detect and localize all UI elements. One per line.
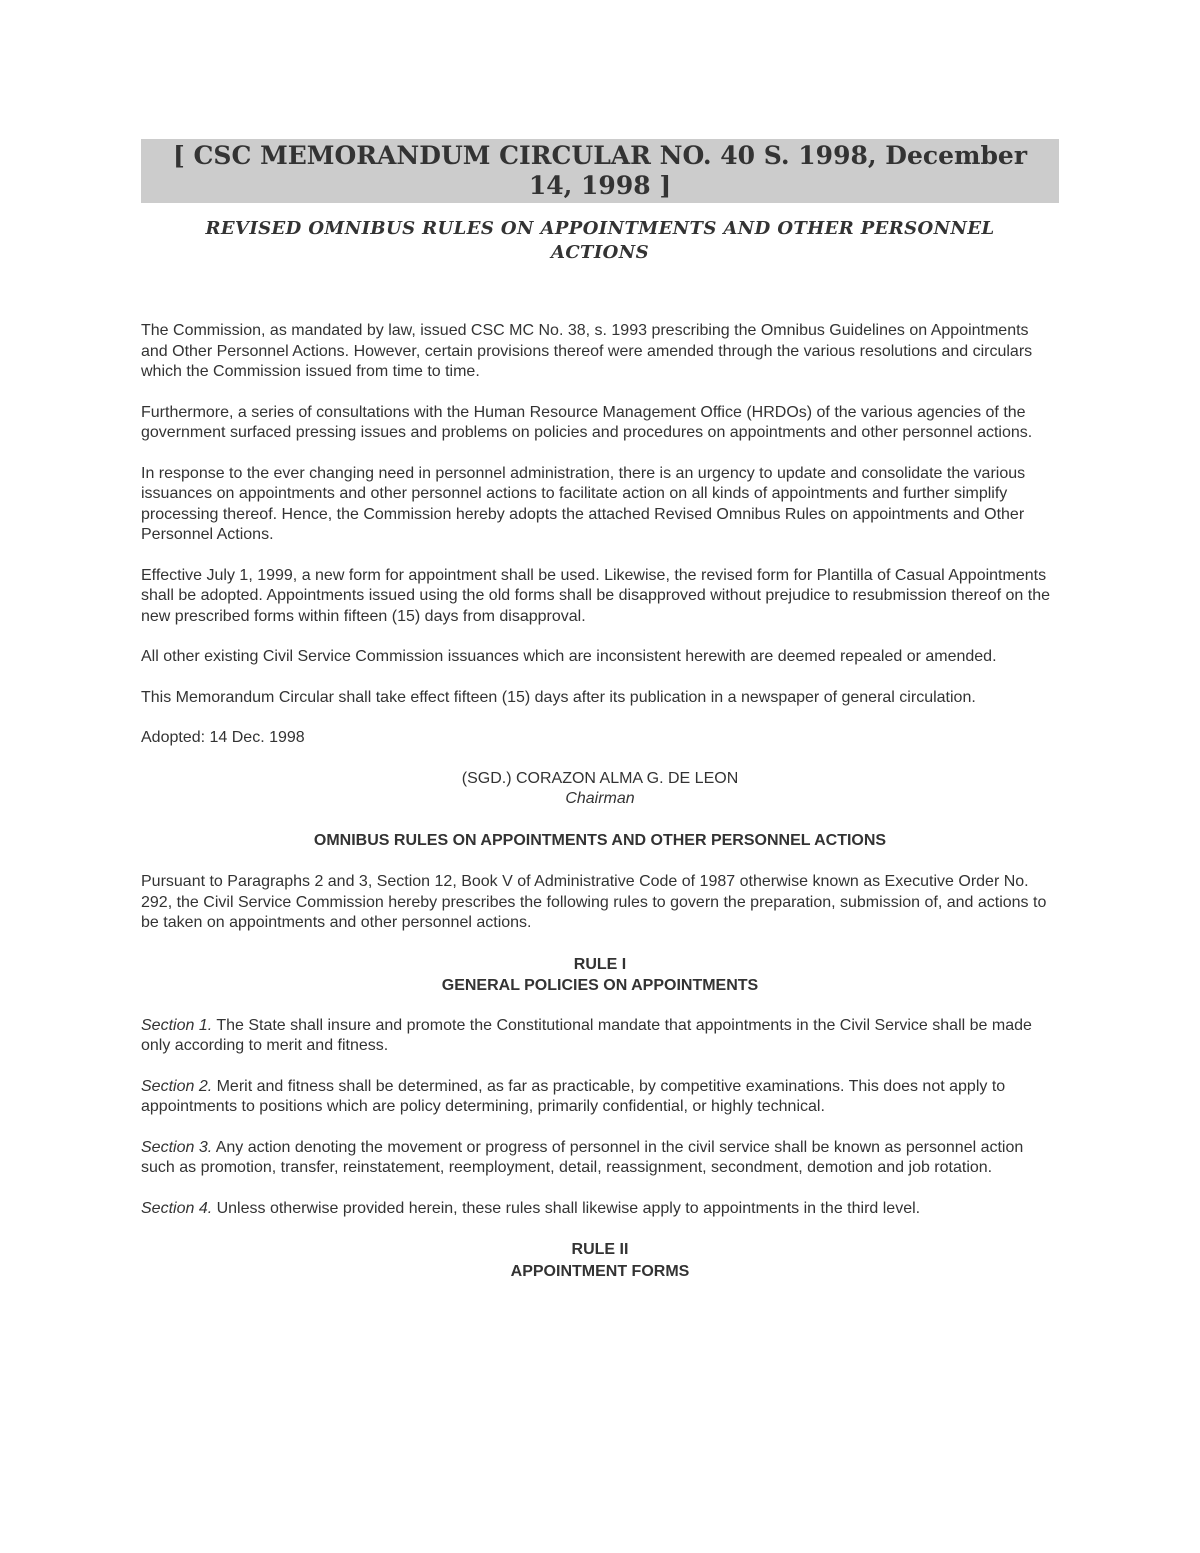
preamble-paragraph-6: This Memorandum Circular shall take effect fifteen (15) days after its publication in a newspaper of general circulation.: [141, 688, 976, 706]
section-4-text: Unless otherwise provided herein, these rules shall likewise apply to appointments in the third level.: [212, 1199, 921, 1217]
section-4-label: Section 4.: [141, 1199, 213, 1217]
preamble-paragraph-4: Effective July 1, 1999, a new form for appointment shall be used. Likewise, the revised form for Plantilla of Casual Appointments shall be adopted. Appointments issued using the old forms shall be disapproved without prejudice to resubmission thereof on the new prescribed forms within fifteen (15) days from disapproval.: [141, 566, 1050, 625]
rule-1-title: GENERAL POLICIES ON APPOINTMENTS: [441, 977, 759, 994]
document-page: [141, 139, 1059, 1301]
preamble-paragraph-1: The Commission, as mandated by law, issued CSC MC No. 38, s. 1993 prescribing the Omnibus Guidelines on Appointments and Other Personnel Actions. However, certain provisions thereof were amended through the various resolutions and circulars which the Commission issued from time to time.: [141, 322, 1033, 380]
rules-intro: Pursuant to Paragraphs 2 and 3, Section 12, Book V of Administrative Code of 1987 otherwise known as Executive Order No. 292, the Civil Service Commission hereby prescribes the following rules to govern the preparation, submission of, and actions to be taken on appointments and other personnel actions.: [141, 873, 1047, 931]
document-subtitle: REVISED OMNIBUS RULES ON APPOINTMENTS AND OTHER PERSONNEL ACTIONS: [205, 218, 995, 263]
preamble-paragraph-3: In response to the ever changing need in personnel administration, there is an urgency to update and consolidate the various issuances on appointments and other personnel actions to facilitate action on all kinds of appointments and further simplify processing thereof. Hence, the Commission hereby adopts the attached Revised Omnibus Rules on appointments and Other Personnel Actions.: [141, 464, 1026, 543]
signature-block: [141, 769, 1059, 810]
section-1-label: Section 1.: [141, 1016, 213, 1034]
section-3-label: Section 3.: [141, 1138, 213, 1156]
signatory-title: Chairman: [565, 790, 635, 807]
document-title: [ CSC MEMORANDUM CIRCULAR NO. 40 S. 1998, December 14, 1998 ]: [141, 139, 1059, 203]
rule-1-heading: [141, 954, 1059, 997]
section-3: [141, 1138, 1059, 1179]
rules-heading: OMNIBUS RULES ON APPOINTMENTS AND OTHER PERSONNEL ACTIONS: [313, 831, 887, 849]
section-2-label: Section 2.: [141, 1077, 213, 1095]
rule-2-heading: [141, 1239, 1059, 1282]
rule-2-number: RULE II: [571, 1241, 629, 1258]
section-2-text: Merit and fitness shall be determined, as far as practicable, by competitive examinations. This does not apply to appointments to positions which are policy determining, primarily confidential, or highly technical.: [141, 1077, 1006, 1115]
section-1: [141, 1016, 1059, 1057]
rule-2-title: APPOINTMENT FORMS: [510, 1262, 690, 1280]
preamble-paragraph-5: All other existing Civil Service Commission issuances which are inconsistent herewith are deemed repealed or amended.: [141, 648, 997, 665]
section-1-text: The State shall insure and promote the Constitutional mandate that appointments in the Civil Service shall be made only according to merit and fitness.: [141, 1016, 1032, 1054]
section-3-text: Any action denoting the movement or progress of personnel in the civil service shall be known as personnel action such as promotion, transfer, reinstatement, reemployment, detail, reassignment, secondment, demotion and job rotation.: [141, 1138, 1024, 1176]
signatory-name: (SGD.) CORAZON ALMA G. DE LEON: [461, 769, 739, 787]
rule-1-number: RULE I: [573, 955, 627, 973]
section-2: [141, 1077, 1059, 1118]
adoption-date: Adopted: 14 Dec. 1998: [141, 729, 305, 746]
preamble-paragraph-2: Furthermore, a series of consultations with the Human Resource Management Office (HRDOs) of the various agencies of the government surfaced pressing issues and problems on policies and procedures on appointments and other personnel actions.: [141, 403, 1033, 441]
section-4: [141, 1199, 1059, 1220]
